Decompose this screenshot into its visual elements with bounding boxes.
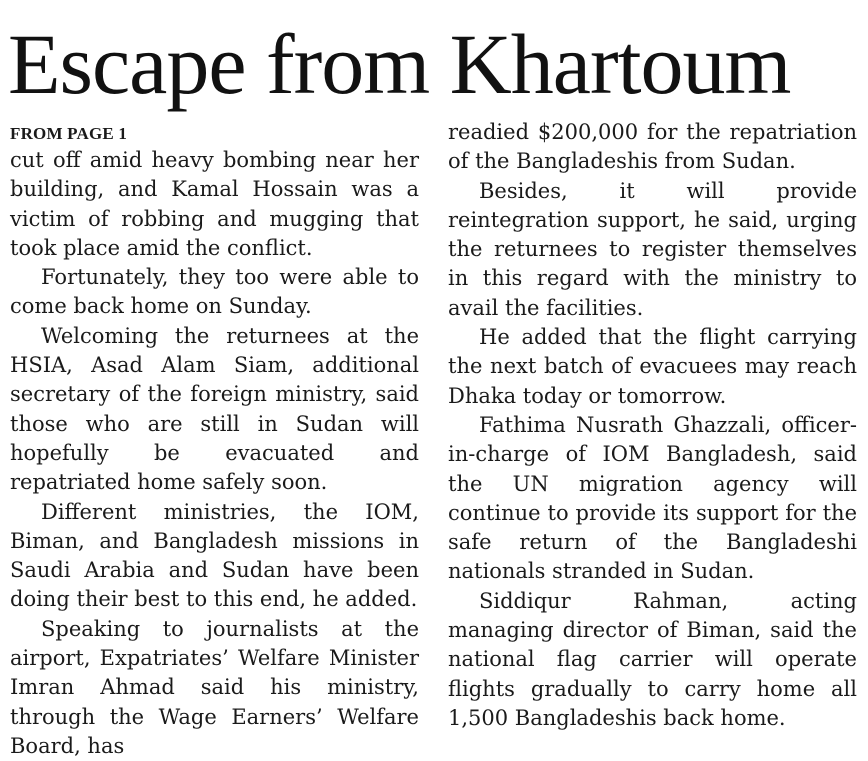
paragraph: Fortunately, they too were able to come back home on Sunday. <box>10 265 419 319</box>
headline: Escape from Khartoum <box>8 16 791 112</box>
paragraph: Fathima Nusrath Ghazzali, officer-in-charge of IOM Bangladesh, said the UN migration agency will continue to provide its support for the safe return of the Bangladeshi nationals stranded in Sudan. <box>448 412 857 584</box>
article-column-left <box>10 118 419 761</box>
paragraph: Different ministries, the IOM, Biman, and Bangladesh missions in Saudi Arabia and Sudan have been doing their best to this end, he added. <box>10 499 419 612</box>
paragraph: Siddiqur Rahman, acting managing director of Biman, said the national flag carrier will operate flights gradually to carry home all 1,500 Bangladeshis back home. <box>448 588 857 730</box>
paragraph: Speaking to journalists at the airport, Expatriates’ Welfare Minister Imran Ahmad said his ministry, through the Wage Earners’ Welfare Board, has <box>10 616 419 758</box>
article-column-right <box>448 118 857 733</box>
paragraph: He added that the flight carrying the next batch of evacuees may reach Dhaka today or tomorrow. <box>448 325 857 408</box>
paragraph: Welcoming the returnees at the HSIA, Asad Alam Siam, additional secretary of the foreign ministry, said those who are still in Sudan will hopefully be evacuated and repatriated home safely soon. <box>10 323 419 495</box>
paragraph: cut off amid heavy bombing near her building, and Kamal Hossain was a victim of robbing and mugging that took place amid the conflict. <box>10 148 419 260</box>
paragraph: Besides, it will provide reintegration support, he said, urging the returnees to register themselves in this regard with the ministry to avail the facilities. <box>448 178 857 320</box>
continuation-kicker: FROM PAGE 1 <box>10 124 128 143</box>
paragraph: readied $200,000 for the repatriation of the Bangladeshis from Sudan. <box>448 120 857 174</box>
